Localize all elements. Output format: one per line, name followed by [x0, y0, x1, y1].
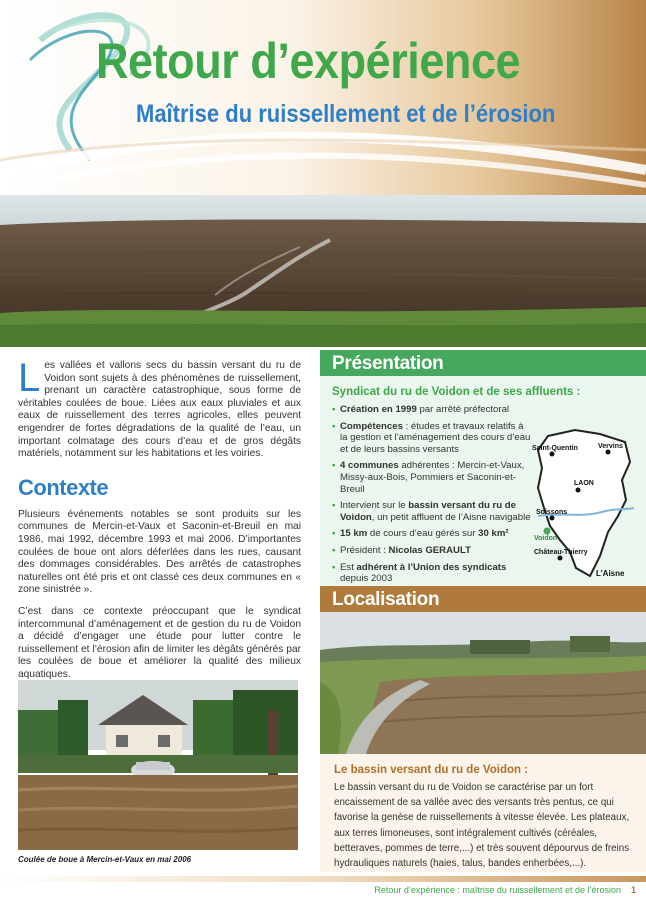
left-column [18, 356, 301, 690]
localisation-box [320, 754, 646, 872]
presentation-subheading: Syndicat du ru de Voidon et de ses affluents : [332, 386, 581, 398]
map-label-vervins: Vervins [598, 443, 623, 450]
localisation-text: Le bassin versant du ru de Voidon se caractérise par un fort encaissement de sa vallée avec des versants très pentus, ce qui favorise la genèse de ruissellements à vitesse élevée. Les plateaux, aux terres limoneuses, sont intégralement cultivés (céréales, betteraves, pommes de terre,...) et très souvent dépourvus de freins hydrauliques naturels (haies, talus, bandes enherbées,...). [334, 782, 630, 870]
map-label-saint-quentin: Saint-Quentin [532, 445, 578, 452]
bullet-competences: • Compétences : études et travaux relatifs à la gestion et l’aménagement des cours d’eau et de leurs bassins versants [332, 421, 532, 456]
dropcap: L [18, 356, 41, 400]
map-label-chateau-thierry: Château-Thierry [534, 549, 588, 556]
localisation-heading: Localisation [320, 586, 646, 612]
contexte-heading: Contexte [18, 474, 109, 500]
map-label-soissons: Soissons [536, 509, 568, 516]
intro-paragraph [18, 356, 301, 461]
bullet-union: • Est adhérent à l’Union des syndicats depuis 2003 [332, 562, 532, 585]
page-number: 1 [630, 885, 636, 895]
presentation-box [320, 376, 646, 586]
localisation-photo [320, 612, 646, 754]
bullet-bassin: • Intervient sur le bassin versant du ru de Voidon, un petit affluent de l’Aisne navigable [332, 500, 532, 523]
bullet-president: • Président : Nicolas GERAULT [332, 545, 532, 557]
localisation-title: Le bassin versant du ru de Voidon : [334, 764, 529, 776]
presentation-heading: Présentation [320, 350, 646, 376]
contexte-paragraph-1: Plusieurs événements notables se sont produits sur les communes de Mercin-et-Vaux et Saconin-et-Breuil en mai 1986, mai 1992, décembre 1993 et mai 2006. D’importantes coulées de boue ont alors déferlées dans les rues, causant des dommages considérables. Des arrêtés de catastrophes naturelles ont été pris et ont classé ces deux communes en « zone sinistrée ». [18, 508, 301, 596]
map-label-aisne: L’Aisne [596, 569, 625, 578]
map-label-voidon: Voidon [534, 535, 558, 542]
flood-photo [18, 680, 298, 850]
map-label-laon: LAON [574, 480, 594, 487]
contexte-paragraph-2: C’est dans ce contexte préoccupant que le syndicat intercommunal d’aménagement et de gestion du ru de Voidon a décidé d’engager une étude pour lutter contre le ruissellement et l’érosion afin de limiter les dégâts générés par les coulées de boue et améliorer la qualité des milieux aquatiques. [18, 605, 301, 680]
footer-text: Retour d’expérience : maîtrise du ruissellement et de l’érosion [374, 885, 621, 895]
right-column [320, 350, 646, 872]
page-subtitle: Maîtrise du ruissellement et de l’érosion [136, 100, 556, 128]
header-banner [0, 0, 646, 205]
bullet-creation: • Création en 1999 par arrêté préfectoral [332, 404, 532, 416]
page-title: Retour d’expérience [96, 33, 521, 89]
intro-text: es vallées et vallons secs du bassin versant du ru de Voidon sont sujets à des phénomènes de ruissellement, prenant un caractère catastrophique, sous forme de véritables coulées de boue. Liées aux eaux pluviales et aux eaux de ruissellement des terres agricoles, elles peuvent engendrer de fortes dégradations de la qualité de l’eau, un important colmatage des cours d’eau et de gros dégâts matériels, notamment sur les habitations et les voiries. [18, 360, 301, 460]
hero-field-photo [0, 195, 646, 347]
footer-band [0, 876, 646, 882]
bullet-communes: • 4 communes adhérentes : Mercin-et-Vaux, Missy-aux-Bois, Pommiers et Saconin-et-Breuil [332, 460, 532, 495]
footer [374, 885, 636, 895]
aisne-map [530, 428, 636, 583]
flood-photo-caption: Coulée de boue à Mercin-et-Vaux en mai 2006 [18, 855, 192, 864]
bullet-km: • 15 km de cours d’eau gérés sur 30 km² [332, 528, 532, 540]
